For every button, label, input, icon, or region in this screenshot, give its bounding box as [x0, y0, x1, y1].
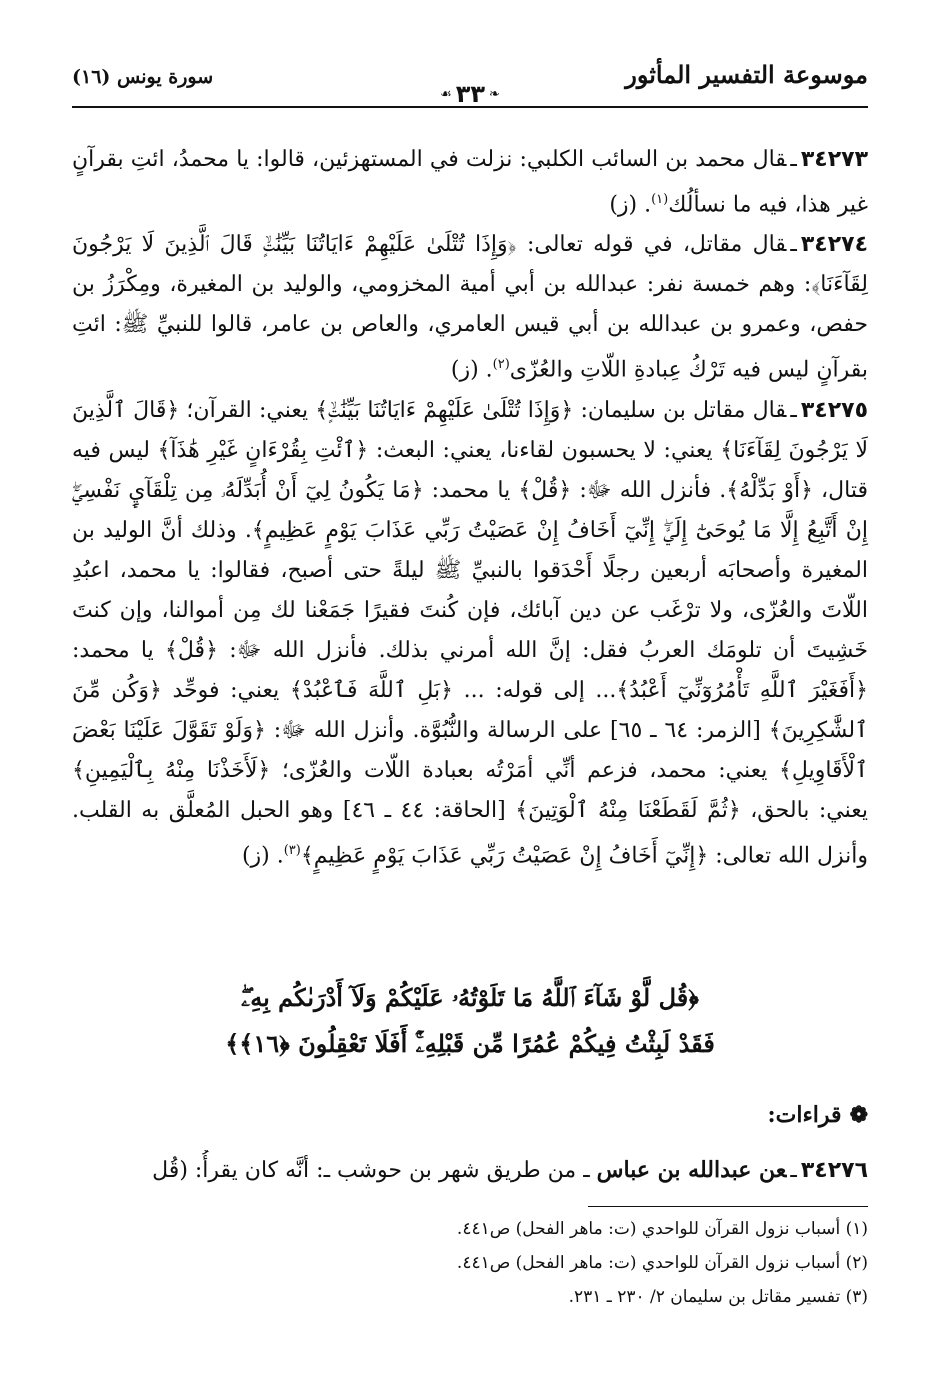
page-header	[72, 58, 868, 108]
paragraph-tail: . (ز)	[609, 192, 652, 218]
verse-line: فَقَدْ لَبِثْتُ فِيكُمْ عُمُرًا مِّن قَبْلِهِۦٓۚ أَفَلَا تَعْقِلُونَ ﴿١٦﴾﴾	[225, 1029, 715, 1058]
main-text	[72, 140, 868, 876]
section-title: قراءات:	[767, 1102, 842, 1128]
book-title: موسوعة التفسير المأثور	[625, 60, 868, 89]
paragraph-tail: . (ز)	[450, 357, 493, 383]
footnote: (٢) أسباب نزول القرآن للواحدي (ت: ماهر الفحل) ص٤٤١.	[456, 1253, 868, 1273]
paragraph-text: قال محمد بن السائب الكلبي: نزلت في المستهزئين، قالوا: يا محمدُ، ائتِ بقرآنٍ غير هذا، فيه ما نسألُك	[72, 147, 868, 218]
footnote: (١) أسباب نزول القرآن للواحدي (ت: ماهر الفحل) ص٤٤١.	[456, 1219, 868, 1239]
narrator-name: عن عبدالله بن عباس	[596, 1157, 787, 1183]
section-heading	[768, 1102, 869, 1128]
paragraph-text: ـ من طريق شهر بن حوشب ـ: أنَّه كان يقرأُ: (قُل	[152, 1158, 590, 1183]
footnotes	[72, 1212, 868, 1314]
verse-line: ﴿قُل لَّوْ شَآءَ ٱللَّهُ مَا تَلَوْتُهُۥ عَلَيْكُمْ وَلَآ أَدْرَىٰكُم بِهِۦۖ	[241, 983, 699, 1012]
surah-title: سورة يونس (١٦)	[72, 66, 214, 88]
paragraph: ٣٤٢٧٥ـقال مقاتل بن سليمان: ﴿وَإِذَا تُتْلَىٰ عَلَيْهِمْ ءَايَاتُنَا بَيِّنَٰتٍۙ﴾ يعني: القرآن؛ ﴿قَالَ ٱلَّذِينَ لَا يَرْجُونَ لِقَآءَنَا﴾ يعني: لا يحسبون لقاءنا، يعني: البعث: ﴿ٱئْتِ بِقُرْءَانٍ غَيْرِ هَٰذَآ﴾ ليس فيه قتال، ﴿أَوْ بَدِّلْهُ﴾. فأنزل الله ﷻ: ﴿قُلْ﴾ يا محمد: ﴿مَا يَكُونُ لِيٓ أَنْ أُبَدِّلَهُۥ مِن تِلْقَآيِٕ نَفْسِيٓۖ إِنْ أَتَّبِعُ إِلَّا مَا يُوحَىٰٓ إِلَيَّۖ إِنِّيٓ أَخَافُ إِنْ عَصَيْتُ رَبِّي عَذَابَ يَوْمٍ عَظِيمٍ﴾. وذلك أنَّ الوليد بن المغيرة وأصحابَه أربعين رجلًا أَحْدَقوا بالنبيِّ ﷺ ليلةً حتى أصبح، فقالوا: يا محمد، اعبُدِ اللّاتَ والعُزّى، ولا ترْغَب عن دين آبائك، فإن كُنتَ فقيرًا جَمَعْنا لك مِن أموالنا، وإن كنتَ خَشِيتَ أن تلومَك العربُ فقل: إنَّ الله أمرني بذلك. فأنزل الله ﷻ: ﴿قُلْ﴾ يا محمد: ﴿أَفَغَيْرَ ٱللَّهِ تَأْمُرُوٓنِّيٓ أَعْبُدُ﴾... إلى قوله: ... ﴿بَلِ ٱللَّهَ فَٱعْبُدْ﴾ يعني: فوحِّد ﴿وَكُن مِّنَ ٱلشَّٰكِرِينَ﴾ [الزمر: ٦٤ ـ ٦٥] على الرسالة والنُّبُوَّة. وأنزل الله ﷻ: ﴿وَلَوْ تَقَوَّلَ عَلَيْنَا بَعْضَ ٱلْأَقَاوِيلِ﴾ يعني: محمد، فزعم أنِّي أمَرْتُه بعبادة اللّات والعُزّى؛ ﴿لَأَخَذْنَا مِنْهُ بِٱلْيَمِينِ﴾ يعني: بالحق، ﴿ثُمَّ لَقَطَعْنَا مِنْهُ ٱلْوَتِينَ﴾ [الحاقة: ٤٤ ـ ٤٦] وهو الحبل المُعلَّق به القلب. وأنزل الله تعالى: ﴿إِنِّيٓ أَخَافُ إِنْ عَصَيْتُ رَبِّي عَذَابَ يَوْمٍ عَظِيمٍ﴾$^{(٣)}$. (ز)	[72, 397, 869, 868]
ornament-left-icon: ☙	[440, 86, 452, 102]
paragraph: ٣٤٢٧٦ـعن عبدالله بن عباس ـ من طريق شهر بن حوشب ـ: أنَّه كان يقرأُ: (قُل	[152, 1157, 868, 1183]
paragraph-tail: . (ز)	[241, 842, 284, 868]
page-number: ٣٣	[455, 80, 486, 108]
ornament-right-icon: ❧	[489, 86, 500, 102]
paragraph-number: ٣٤٢٧٤	[800, 232, 868, 258]
paragraph-number: ٣٤٢٧٦	[800, 1158, 868, 1183]
paragraph-text: قال مقاتل بن سليمان: ﴿وَإِذَا تُتْلَىٰ عَلَيْهِمْ ءَايَاتُنَا بَيِّنَٰتٍۙ﴾ يعني: القرآن؛ ﴿قَالَ ٱلَّذِينَ لَا يَرْجُونَ لِقَآءَنَا﴾ يعني: لا يحسبون لقاءنا، يعني: البعث: ﴿ٱئْتِ بِقُرْءَانٍ غَيْرِ هَٰذَآ﴾ ليس فيه قتال، ﴿أَوْ بَدِّلْهُ﴾. فأنزل الله ﷻ: ﴿قُلْ﴾ يا محمد: ﴿مَا يَكُونُ لِيٓ أَنْ أُبَدِّلَهُۥ مِن تِلْقَآيِٕ نَفْسِيٓۖ إِنْ أَتَّبِعُ إِلَّا مَا يُوحَىٰٓ إِلَيَّۖ إِنِّيٓ أَخَافُ إِنْ عَصَيْتُ رَبِّي عَذَابَ يَوْمٍ عَظِيمٍ﴾. وذلك أنَّ الوليد بن المغيرة وأصحابَه أربعين رجلًا أَحْدَقوا بالنبيِّ ﷺ ليلةً حتى أصبح، فقالوا: يا محمد، اعبُدِ اللّاتَ والعُزّى، ولا ترْغَب عن دين آبائك، فإن كُنتَ فقيرًا جَمَعْنا لك مِن أموالنا، وإن كنتَ خَشِيتَ أن تلومَك العربُ فقل: إنَّ الله أمرني بذلك. فأنزل الله ﷻ: ﴿قُلْ﴾ يا محمد: ﴿أَفَغَيْرَ ٱللَّهِ تَأْمُرُوٓنِّيٓ أَعْبُدُ﴾... إلى قوله: ... ﴿بَلِ ٱللَّهَ فَٱعْبُدْ﴾ يعني: فوحِّد ﴿وَكُن مِّنَ ٱلشَّٰكِرِينَ﴾ [الزمر: ٦٤ ـ ٦٥] على الرسالة والنُّبُوَّة. وأنزل الله ﷻ: ﴿وَلَوْ تَقَوَّلَ عَلَيْنَا بَعْضَ ٱلْأَقَاوِيلِ﴾ يعني: محمد، فزعم أنِّي أمَرْتُه بعبادة اللّات والعُزّى؛ ﴿لَأَخَذْنَا مِنْهُ بِٱلْيَمِينِ﴾ يعني: بالحق، ﴿ثُمَّ لَقَطَعْنَا مِنْهُ ٱلْوَتِينَ﴾ [الحاقة: ٤٤ ـ ٤٦] وهو الحبل المُعلَّق به القلب. وأنزل الله تعالى: ﴿إِنِّيٓ أَخَافُ إِنْ عَصَيْتُ رَبِّي عَذَابَ يَوْمٍ عَظِيمٍ﴾	[72, 397, 869, 868]
footnote-mark: (١)	[651, 192, 669, 207]
quran-verse	[72, 975, 868, 1067]
header-rule	[72, 106, 868, 108]
footnote-rule	[588, 1206, 868, 1207]
footnote-mark: (٣)	[283, 842, 301, 858]
paragraph: ٣٤٢٧٤ـقال مقاتل، في قوله تعالى: ﴿وَإِذَا تُتْلَىٰ عَلَيْهِمْ ءَايَاتُنَا بَيِّنَٰتٍۙ قَالَ ٱلَّذِينَ لَا يَرْجُونَ لِقَآءَنَا﴾: وهم خمسة نفر: عبدالله بن أبي أمية المخزومي، والوليد بن المغيرة، ومِكْرَزُ بن حفص، وعمرو بن عبدالله بن أبي قيس العامري، والعاص بن عامر، قالوا للنبيِّ ﷺ: ائتِ بقرآنٍ ليس فيه تَرْكُ عِبادةِ اللّاتِ والعُزّى$^{(٢)}$. (ز)	[72, 232, 868, 383]
paragraph-number: ٣٤٢٧٥	[800, 397, 868, 423]
footnote-mark: (٢)	[492, 357, 510, 373]
flower-ornament-icon: ❁	[849, 1102, 868, 1128]
paragraph-number: ٣٤٢٧٣	[800, 147, 868, 172]
paragraph-text: قال مقاتل، في قوله تعالى: ﴿وَإِذَا تُتْلَىٰ عَلَيْهِمْ ءَايَاتُنَا بَيِّنَٰتٍۙ قَالَ ٱلَّذِينَ لَا يَرْجُونَ لِقَآءَنَا﴾: وهم خمسة نفر: عبدالله بن أبي أمية المخزومي، والوليد بن المغيرة، ومِكْرَزُ بن حفص، وعمرو بن عبدالله بن أبي قيس العامري، والعاص بن عامر، قالوا للنبيِّ ﷺ: ائتِ بقرآنٍ ليس فيه تَرْكُ عِبادةِ اللّاتِ والعُزّى	[72, 232, 868, 383]
page-number-wrap	[434, 80, 506, 108]
paragraph: ٣٤٢٧٣ـقال محمد بن السائب الكلبي: نزلت في المستهزئين، قالوا: يا محمدُ، ائتِ بقرآنٍ غير هذا، فيه ما نسألُك$^{(١)}$. (ز)	[72, 147, 868, 218]
footnote: (٣) تفسير مقاتل بن سليمان ٢/ ٢٣٠ ـ ٢٣١.	[568, 1287, 868, 1307]
